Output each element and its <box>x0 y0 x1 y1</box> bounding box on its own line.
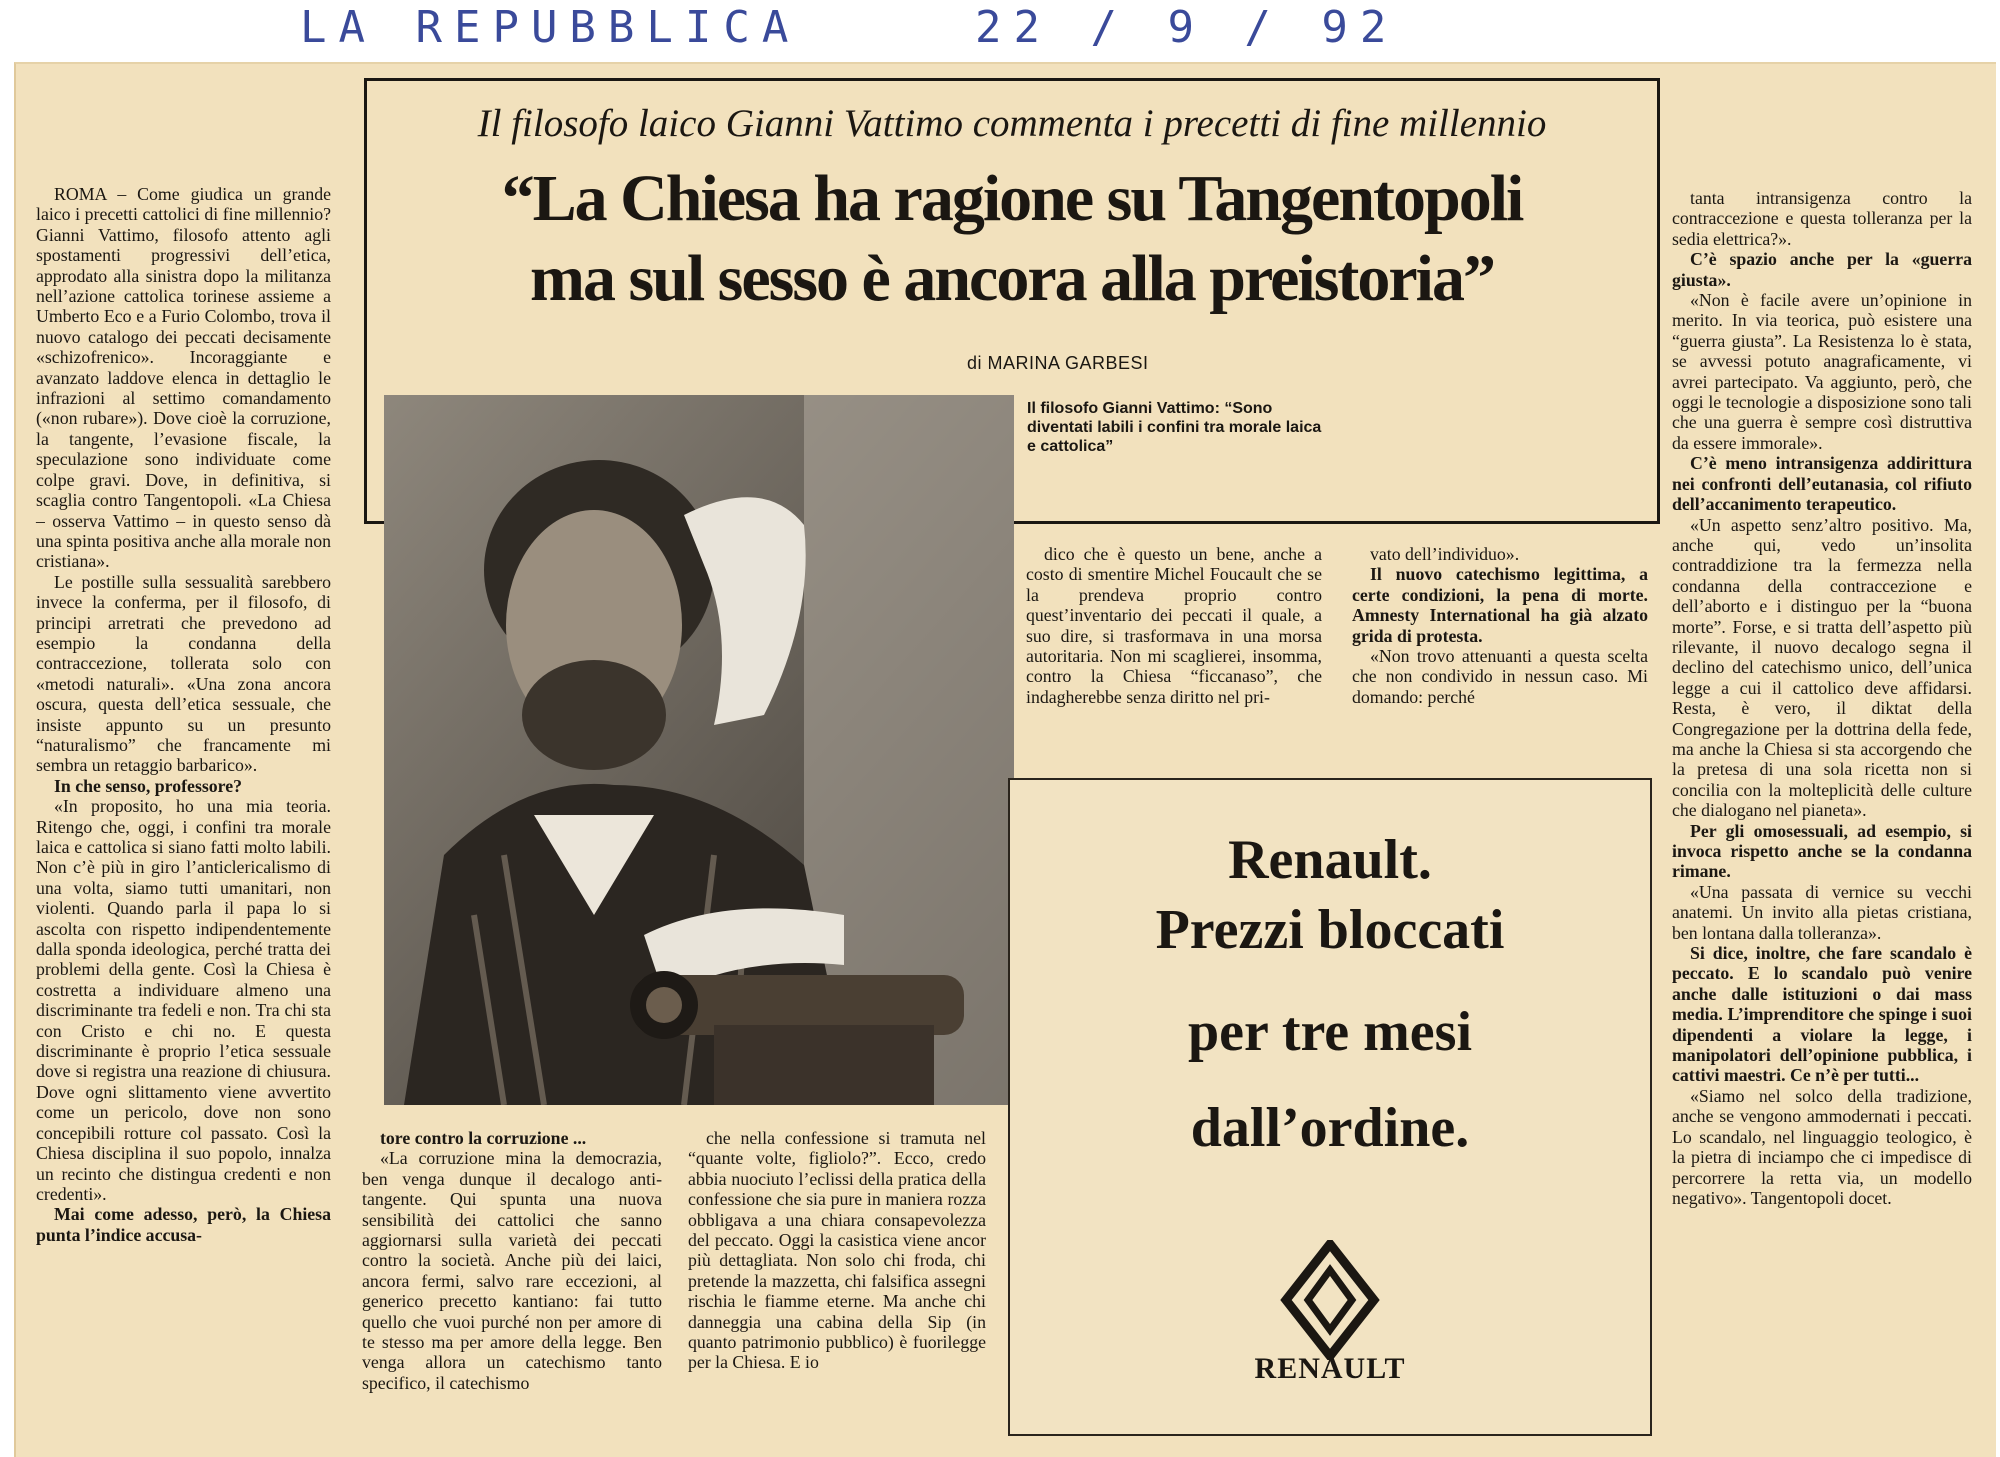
interview-question: C’è meno intransigenza addirittura nei confronti dell’eutanasia, col rifiuto dell’accanimento terapeutico. <box>1672 453 1972 515</box>
byline: di MARINA GARBESI <box>967 353 1149 373</box>
article-column-1 <box>36 184 331 1245</box>
article-paragraph: vato dell’individuo». <box>1370 544 1520 564</box>
headline <box>377 159 1647 319</box>
kicker: Il filosofo laico Gianni Vattimo commenta i precetti di fine millennio <box>477 102 1547 145</box>
article-paragraph: dico che è questo un bene, anche a costo di smentire Michel Foucault che se la prendeva proprio contro quest’inventario dei peccati il quale, a suo dire, si trasformava in una morsa autoritaria. Non mi scaglierei, insomma, contro la Chiesa “ficcanaso”, che indagherebbe senza diritto nel pri- <box>1026 544 1322 707</box>
ad-line-4: dall’ordine. <box>1190 1097 1470 1159</box>
portrait-photo <box>384 395 1014 1105</box>
ad-line-1: Renault. <box>1228 829 1432 891</box>
article-column-3 <box>688 1128 986 1373</box>
article-column-6 <box>1672 188 1972 1208</box>
interview-question: Mai come adesso, però, la Chiesa punta l’indice accusa- <box>36 1204 331 1245</box>
headline-line-2: ma sul sesso è ancora alla preistoria” <box>529 242 1495 315</box>
portrait-illustration <box>384 395 1014 1105</box>
handwritten-note <box>300 2 1399 62</box>
article-paragraph: «Una passata di vernice su vecchi anatemi. Un invito alla pietas cristiana, ben lontana dalla tolleranza». <box>1672 881 1972 943</box>
interview-question: C’è spazio anche per la «guerra giusta». <box>1672 249 1972 290</box>
note-paper-name: LA REPUBBLICA <box>300 2 801 53</box>
article-paragraph: ROMA – Come giudica un grande laico i precetti cattolici di fine millennio? Gianni Vattimo, filosofo attento agli spostamenti progressivi dell’etica, approdato alla sinistra dopo la militanza nell’azione cattolica torinese assieme a Umberto Eco e a Furio Colombo, trova il nuovo catalogo dei peccati decisamente «schizofrenico». Incoraggiante e avanzato laddove elenca in dettaglio le infrazioni al settimo comandamento («non rubare»). Dove cioè la corruzione, la tangente, l’evasione fiscale, la speculazione sono individuate come colpe gravi. Dove, in definitiva, si scaglia contro Tangentopoli. «La Chiesa – osserva Vattimo – in questo senso dà una spinta positiva anche alla morale non cristiana». <box>36 184 331 572</box>
article-paragraph: che nella confessione si tramuta nel “quante volte, figliolo?”. Ecco, credo abbia nuociuto l’eclissi della pratica della confessione che sia pure in maniera rozza obbligava a una chiara consapevolezza del peccato. Oggi la casistica viene ancor più dettagliata. Non solo chi froda, chi pretende la mazzetta, chi falsifica assegni rischia le fiamme eterne. Ma anche chi danneggia una cabina della Sip (in quanto patrimonio pubblico) è fuorilegge per la Chiesa. E io <box>688 1128 986 1373</box>
headline-line-1: “La Chiesa ha ragione su Tangentopoli <box>501 162 1523 235</box>
article-paragraph: tanta intransigenza contro la contraccezione e questa tolleranza per la sedia elettrica?». <box>1672 188 1972 249</box>
article-paragraph: «Non trovo attenuanti a questa scelta che non condivido in nessun caso. Mi domando: perché <box>1352 646 1648 707</box>
article-paragraph: «Un aspetto senz’altro positivo. Ma, anche qui, vedo un’insolita contraddizione tra la fermezza nella condanna della contraccezione e dell’aborto e i distinguo per la “buona morte”. Forse, e si tratta dell’aspetto più rilevante, il nuovo decalogo segna il declino del catechismo unico, dell’unica legge a cui il cattolico deve affidarsi. Resta, è vero, il diktat della Congregazione per la dottrina della fede, ma anche la Chiesa si sta accorgendo che la pretesa di una sola ricetta non si concilia con la molteplicità delle culture che dialogano nel pianeta». <box>1672 514 1972 821</box>
ad-line-2: Prezzi bloccati <box>1155 899 1505 961</box>
article-paragraph: Le postille sulla sessualità sarebbero invece la conferma, per il filosofo, di principi arretrati che prevedono ad esempio la condanna della contraccezione, tollerata solo con «metodi naturali». «Una zona ancora oscura, questa dell’etica sessuale, che insiste appunto su un presunto “naturalismo” che francamente mi sembra un retaggio barbarico». <box>36 571 331 776</box>
article-column-4 <box>1026 544 1322 707</box>
article-paragraph: «In proposito, ho una mia teoria. Ritengo che, oggi, i confini tra morale laica e cattolica si siano fatti molto labili. Non c’è più in giro l’anticlericalismo di una volta, siamo tutti umanitari, non violenti. Quando parla il papa lo si ascolta con rispetto indipendentemente dalla sponda ideologica, perché tratta dei problemi della gente. Così la Chiesa è costretta a individuare almeno una discriminante tra fedeli e non. Tra chi sta con Cristo e chi no. E questa discriminante è proprio l’etica sessuale dove si registra una reazione di chiusura. Dove ogni slittamento viene avvertito come un pericolo, dove non sono concepibili rotture col passato. Così la Chiesa disciplina il suo popolo, innalza un recinto che distingua credenti e non credenti». <box>36 796 331 1204</box>
interview-question: Il nuovo catechismo legittima, a certe condizioni, la pena di morte. Amnesty International ha già alzato grida di protesta. <box>1352 564 1648 646</box>
article-paragraph: «Non è facile avere un’opinione in merito. In via teorica, può esistere una “guerra giusta”. La Resistenza lo è stata, se avvessi potuto anagraficamente, vi avrei partecipato. Va aggiunto, però, che oggi le tecnologie a disposizione sono tali che una guerra è sempre così distruttiva da essere immorale». <box>1672 290 1972 453</box>
interview-question: Si dice, inoltre, che fare scandalo è peccato. E lo scandalo può venire anche dalle istituzioni o dai mass media. L’imprenditore che spinge i suoi dipendenti a violare la legge, i manipolatori dell’opinione pubblica, i cattivi maestri. Ce n’è per tutti... <box>1672 943 1972 1086</box>
article-paragraph: «Siamo nel solco della tradizione, anche se vengono ammodernati i peccati. Lo scandalo, nel linguaggio teologico, è la pietra di inciampo che ci impedisce di percorrere la retta via, un modello negativo». Tangentopoli docet. <box>1672 1085 1972 1208</box>
article-column-2 <box>362 1128 662 1393</box>
note-date: 22 / 9 / 92 <box>975 2 1399 53</box>
ad-brand-name: RENAULT <box>1254 1352 1406 1385</box>
photo-caption: Il filosofo Gianni Vattimo: “Sono diventati labili i confini tra morale laica e cattolica” <box>1027 400 1322 455</box>
interview-question: Per gli omosessuali, ad esempio, si invoca rispetto anche se la condanna rimane. <box>1672 820 1972 882</box>
renault-logo-icon <box>1278 1240 1382 1360</box>
interview-question: tore contro la corruzione ... <box>380 1128 587 1148</box>
interview-question: In che senso, professore? <box>54 775 243 796</box>
renault-advertisement <box>1008 778 1652 1436</box>
ad-line-3: per tre mesi <box>1187 1001 1473 1063</box>
article-paragraph: «La corruzione mina la democrazia, ben venga dunque il decalogo anti-tangente. Qui spunta una nuova sensibilità dei cattolici che sanno aggiornarsi sulla varietà dei peccati contro la società. Anche più dei laici, ancora fermi, salvo rare eccezioni, al generico precetto kantiano: fai tutto quello che vuoi purché non per amore di te stesso ma per amore della legge. Ben venga allora un catechismo tanto specifico, il catechismo <box>362 1148 662 1393</box>
article-column-5 <box>1352 544 1648 707</box>
